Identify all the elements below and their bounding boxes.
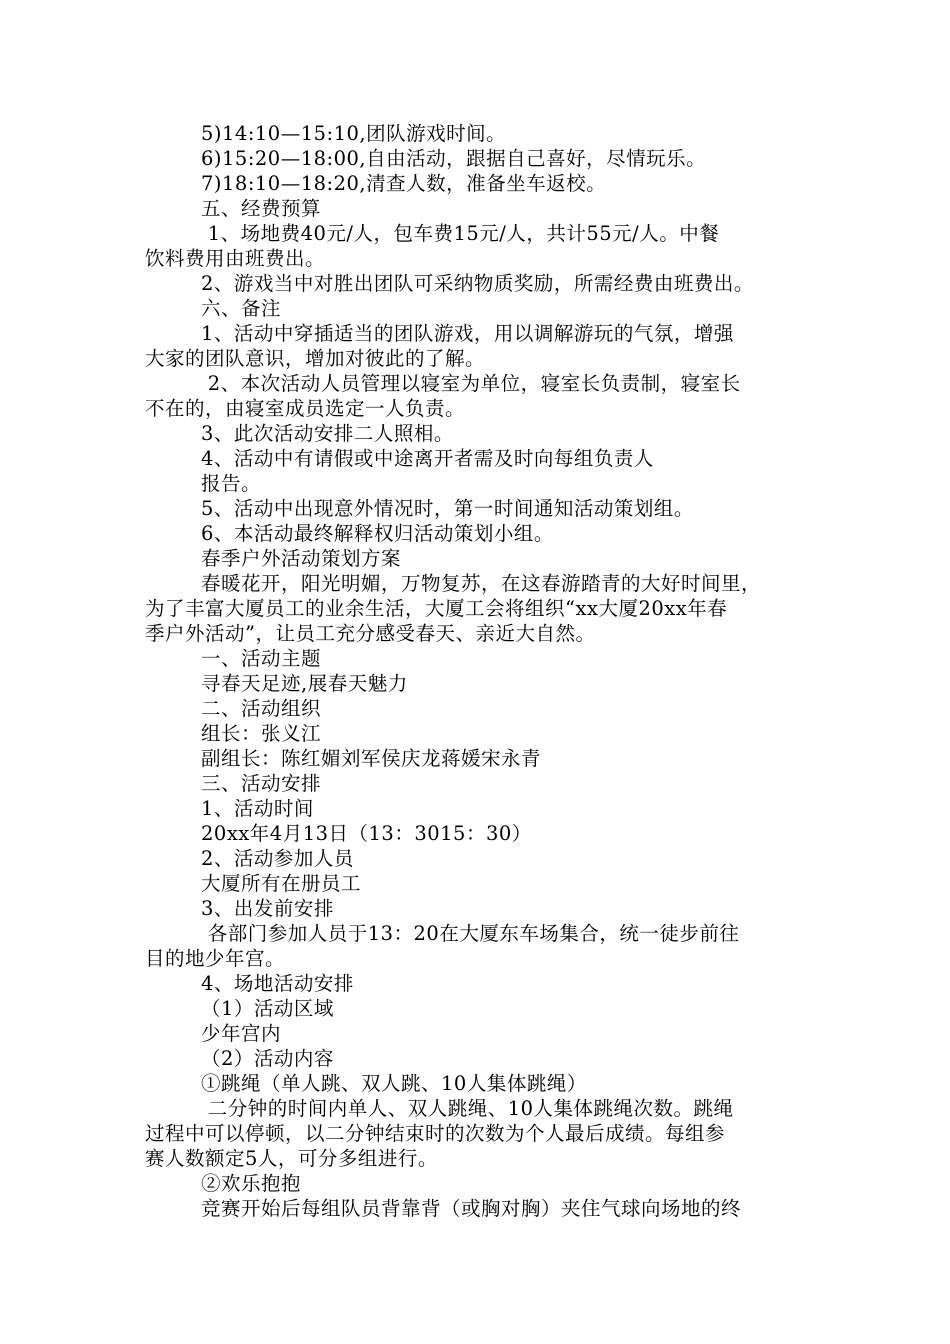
text-line: 为了丰富大厦员工的业余生活，大厦工会将组织“xx大厦20xx年春 bbox=[145, 597, 728, 620]
text-line: 少年宫内 bbox=[201, 1022, 282, 1045]
text-line: ①跳绳（单人跳、双人跳、10人集体跳绳） bbox=[201, 1072, 587, 1095]
text-line: 4、场地活动安排 bbox=[201, 972, 354, 995]
text-line: 副组长：陈红媚刘军侯庆龙蒋媛宋永青 bbox=[201, 747, 542, 770]
text-line: （1）活动区域 bbox=[201, 997, 334, 1020]
text-line: 二、活动组织 bbox=[201, 697, 322, 720]
text-line: 20xx年4月13日（13：3015：30） bbox=[201, 822, 532, 845]
text-line: 三、活动安排 bbox=[201, 772, 322, 795]
text-line: 不在的，由寝室成员选定一人负责。 bbox=[145, 397, 466, 420]
text-line: 6、本活动最终解释权归活动策划小组。 bbox=[201, 522, 554, 545]
text-line: 一、活动主题 bbox=[201, 647, 322, 670]
text-line: 大家的团队意识，增加对彼此的了解。 bbox=[145, 347, 486, 370]
text-line: 春季户外活动策划方案 bbox=[201, 547, 402, 570]
text-line: 7)18:10—18:20,清查人数，准备坐车返校。 bbox=[201, 172, 607, 195]
text-line: 2、本次活动人员管理以寝室为单位，寝室长负责制，寝室长 bbox=[201, 372, 741, 395]
text-line: 六、备注 bbox=[201, 297, 282, 320]
text-line: 1、活动时间 bbox=[201, 797, 314, 820]
text-line: 饮料费用由班费出。 bbox=[145, 247, 326, 270]
text-line: 竞赛开始后每组队员背靠背（或胸对胸）夹住气球向场地的终 bbox=[201, 1197, 742, 1220]
text-line: 二分钟的时间内单人、双人跳绳、10人集体跳绳次数。跳绳 bbox=[201, 1097, 734, 1120]
text-line: 5、活动中出现意外情况时，第一时间通知活动策划组。 bbox=[201, 497, 694, 520]
text-line: 3、此次活动安排二人照相。 bbox=[201, 422, 454, 445]
text-line: 1、活动中穿插适当的团队游戏，用以调解游玩的气氛，增强 bbox=[201, 322, 734, 345]
text-line: 组长：张义江 bbox=[201, 722, 322, 745]
text-line: 5)14:10—15:10,团队游戏时间。 bbox=[201, 122, 507, 145]
text-line: 1、场地费40元/人，包车费15元/人，共计55元/人。中餐 bbox=[201, 222, 720, 245]
text-line: 大厦所有在册员工 bbox=[201, 872, 362, 895]
text-line: 2、活动参加人员 bbox=[201, 847, 354, 870]
text-line: 春暖花开，阳光明媚，万物复苏，在这春游踏青的大好时间里， bbox=[201, 572, 762, 595]
text-line: ②欢乐抱抱 bbox=[201, 1172, 302, 1195]
document-body bbox=[145, 121, 817, 1221]
text-line: （2）活动内容 bbox=[201, 1047, 334, 1070]
text-line: 过程中可以停顿，以二分钟结束时的次数为个人最后成绩。每组参 bbox=[145, 1122, 726, 1145]
text-line: 目的地少年宫。 bbox=[145, 947, 286, 970]
text-line: 赛人数额定5人，可分多组进行。 bbox=[145, 1147, 438, 1170]
text-line: 4、活动中有请假或中途离开者需及时向每组负责人 bbox=[201, 447, 654, 470]
text-line: 3、出发前安排 bbox=[201, 897, 334, 920]
text-line: 2、游戏当中对胜出团队可采纳物质奖励，所需经费由班费出。 bbox=[201, 272, 754, 295]
text-line: 季户外活动”，让员工充分感受春天、亲近大自然。 bbox=[145, 622, 596, 645]
text-line: 报告。 bbox=[201, 472, 262, 495]
text-line: 6)15:20—18:00,自由活动，跟据自己喜好，尽情玩乐。 bbox=[201, 147, 707, 170]
text-line: 各部门参加人员于13：20在大厦东车场集合，统一徒步前往 bbox=[201, 922, 740, 945]
text-line: 五、经费预算 bbox=[201, 197, 322, 220]
text-line: 寻春天足迹,展春天魅力 bbox=[201, 672, 408, 695]
